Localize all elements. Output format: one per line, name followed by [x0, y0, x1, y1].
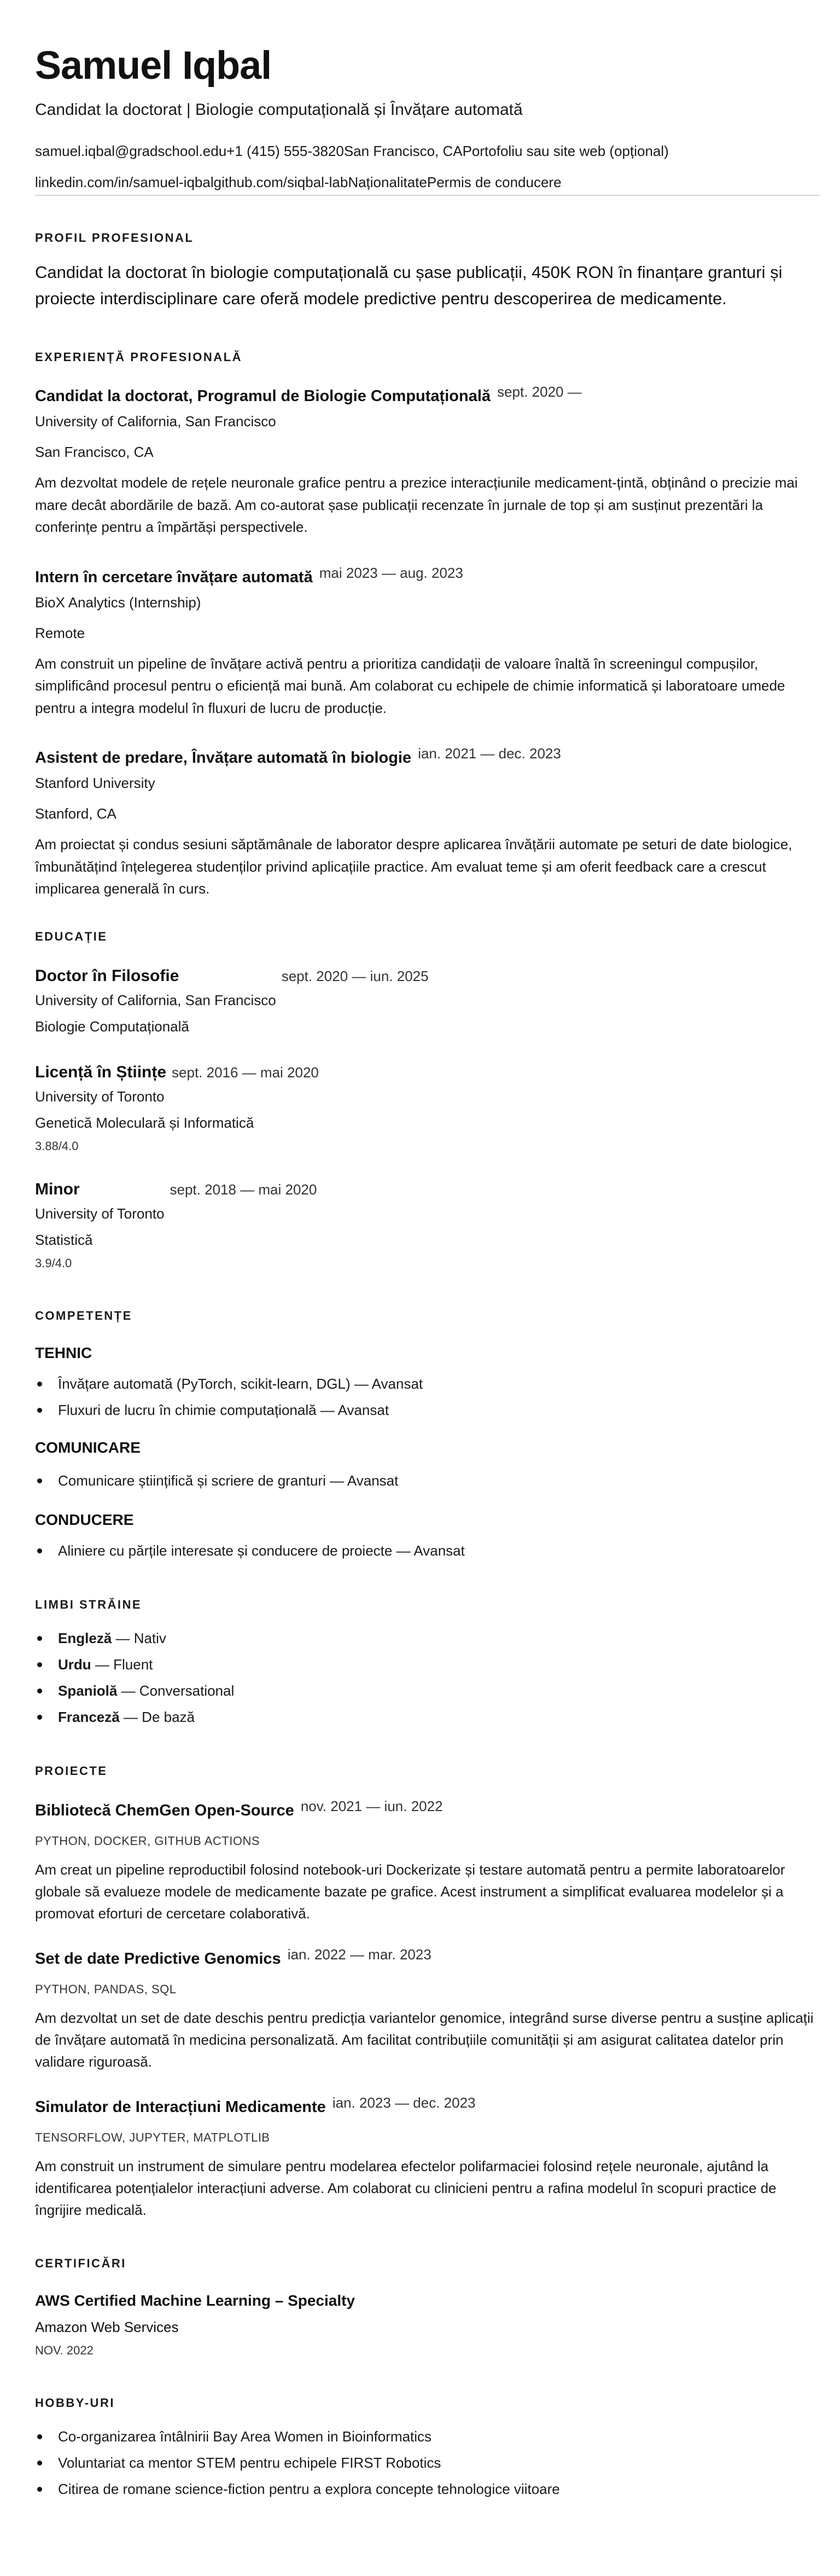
contact-row-2: [35, 171, 820, 193]
project-date: nov. 2021 — iun. 2022: [300, 1797, 443, 1814]
skill-item: Aliniere cu părțile interesate și conducere de proiecte — Avansat: [35, 1538, 820, 1564]
skills-section: [35, 1308, 820, 1564]
certification-issuer: Amazon Web Services: [35, 2318, 179, 2335]
nationality: Naționalitate: [348, 174, 427, 190]
project-technologies: PYTHON, DOCKER, GITHUB ACTIONS: [35, 1834, 260, 1848]
job-location: San Francisco, CA: [35, 444, 154, 460]
skill-group-heading: CONDUCERE: [35, 1511, 134, 1528]
job-entry: [35, 747, 820, 900]
experience-section: [35, 349, 820, 900]
driving-license: Permis de conducere: [427, 174, 562, 190]
section-heading: PROFIL PROFESIONAL: [35, 231, 194, 245]
summary-text: Candidat la doctorat în biologie computațională cu șase publicații, 450K RON în finanțare granturi și proiecte interdisciplinare care oferă modele predictive pentru descoperirea de medicamente.: [35, 263, 783, 308]
skill-group-heading: COMUNICARE: [35, 1438, 141, 1456]
field-of-study: Biologie Computațională: [35, 1018, 189, 1035]
language-item: [35, 1625, 820, 1651]
project-technologies: TENSORFLOW, JUPYTER, MATPLOTLIB: [35, 2130, 270, 2144]
skill-list: [35, 1371, 820, 1423]
project-title: [35, 1797, 820, 1821]
email-link[interactable]: samuel.iqbal@gradschool.edu: [35, 143, 227, 159]
resume-header: [35, 44, 820, 196]
degree-block: [35, 1179, 165, 1225]
job-location: Remote: [35, 624, 85, 641]
job-location: Stanford, CA: [35, 805, 116, 822]
education-entry: [35, 1061, 820, 1154]
section-heading: HOBBY-URI: [35, 2395, 115, 2410]
project-title: [35, 2096, 820, 2118]
job-date: sept. 2020 —: [497, 384, 582, 400]
project-description: Am dezvoltat un set de date deschis pentru predicția variantelor genomice, integrând surse diverse pentru a susține aplicații de învățare automată în medicina personalizată. Am facilitat contribuțiile comunității și am asigurat calitatea datelor prin validare riguroasă.: [35, 2009, 814, 2070]
job-description: Am dezvoltat modele de rețele neuronale grafice pentru a prezice interacțiunile medicament-țintă, obținând o precizie mai mare decât abordările de bază. Am co-autorat șase publicații recenzate în jurnale de top și am susținut prezentări la conferințe pentru a împărtăși perspectivele.: [35, 474, 798, 535]
summary-section: [35, 230, 820, 312]
project-entry: [35, 2096, 820, 2221]
contact-row-1: [35, 140, 820, 162]
language-item: [35, 1704, 820, 1730]
project-description: Am construit un instrument de simulare pentru modelarea efectelor polifarmaciei folosind rețele neuronale, ajutând la identificarea potențialelor interacțiuni adverse. Am colaborat cu clinicieni pentru a rafina modelul în scopuri practice de îngrijire medicală.: [35, 2157, 777, 2218]
portfolio-link[interactable]: Portofoliu sau site web (opțional): [462, 143, 669, 159]
language-level: — Nativ: [112, 1629, 166, 1646]
job-title-text: Intern în cercetare învățare automată: [35, 568, 313, 586]
institution: University of California, San Francisco: [35, 991, 276, 1008]
language-name: Engleză: [58, 1629, 112, 1646]
skill-group-heading: TEHNIC: [35, 1344, 92, 1361]
project-date: ian. 2022 — mar. 2023: [287, 1946, 431, 1963]
education-date: sept. 2016 — mai 2020: [172, 1064, 319, 1081]
project-description: Am creat un pipeline reproductibil folosind notebook-uri Dockerizate și testare automată pentru a permite laboratoarelor globale să evalueze modele de medicamente bazate pe grafice. Acest instrument a simplificat evaluarea modelelor și a promovat eforturi de cercetare colaborativă.: [35, 1861, 785, 1922]
project-entry: [35, 1948, 820, 2073]
section-heading: COMPETENȚE: [35, 1308, 132, 1322]
institution: University of Toronto: [35, 1088, 165, 1105]
gpa: 3.88/4.0: [35, 1139, 79, 1153]
language-item: [35, 1678, 820, 1704]
job-organization: University of California, San Francisco: [35, 413, 276, 430]
field-of-study: Genetică Moleculară și Informatică: [35, 1114, 254, 1131]
degree-title: Minor: [35, 1180, 80, 1198]
degree-title: Licență în Științe: [35, 1063, 167, 1081]
skill-item: Fluxuri de lucru în chimie computațională — Avansat: [35, 1397, 820, 1423]
language-level: — De bază: [119, 1708, 195, 1725]
phone: +1 (415) 555-3820: [226, 143, 344, 159]
education-entry: [35, 1179, 820, 1272]
job-date: ian. 2021 — dec. 2023: [418, 745, 561, 762]
section-heading: EXPERIENȚĂ PROFESIONALĂ: [35, 350, 242, 364]
job-entry: [35, 566, 820, 720]
hobby-item: Citirea de romane science-fiction pentru a explora concepte tehnologice viitoare: [35, 2476, 820, 2502]
degree-block: [35, 1061, 166, 1107]
job-date: mai 2023 — aug. 2023: [319, 564, 463, 581]
hobbies-section: [35, 2395, 820, 2502]
job-organization: BioX Analytics (Internship): [35, 594, 201, 611]
projects-section: [35, 1763, 820, 2221]
language-item: [35, 1651, 820, 1678]
candidate-name: Samuel Iqbal: [35, 44, 272, 88]
project-title-text: Simulator de Interacțiuni Medicamente: [35, 2098, 326, 2116]
education-date: sept. 2020 — iun. 2025: [281, 967, 429, 984]
section-heading: PROIECTE: [35, 1763, 108, 1778]
certification-name: AWS Certified Machine Learning – Specialty: [35, 2291, 355, 2309]
header-divider: [35, 195, 820, 196]
language-level: — Fluent: [91, 1656, 153, 1673]
certifications-section: [35, 2255, 820, 2359]
section-heading: EDUCAȚIE: [35, 929, 108, 943]
project-title-text: Bibliotecă ChemGen Open-Source: [35, 1801, 294, 1819]
skill-list: [35, 1538, 820, 1564]
job-title: [35, 385, 820, 407]
job-title: [35, 747, 820, 769]
language-name: Spaniolă: [58, 1682, 118, 1699]
skill-item: Comunicare științifică și scriere de granturi — Avansat: [35, 1467, 820, 1494]
candidate-subtitle: Candidat la doctorat | Biologie computațională și Învățare automată: [35, 101, 523, 119]
skill-list: [35, 1467, 820, 1494]
job-entry: [35, 385, 820, 538]
gpa: 3.9/4.0: [35, 1256, 72, 1270]
degree-title: Doctor în Filosofie: [35, 966, 179, 985]
job-title-text: Asistent de predare, Învățare automată în biologie: [35, 749, 412, 767]
hobby-item: Co-organizarea întâlnirii Bay Area Women in Bioinformatics: [35, 2423, 820, 2450]
field-of-study: Statistică: [35, 1231, 93, 1248]
project-title-text: Set de date Predictive Genomics: [35, 1950, 281, 1968]
language-name: Urdu: [58, 1656, 91, 1673]
job-description: Am construit un pipeline de învățare activă pentru a prioritiza candidații de valoare înaltă în screeningul compușilor, simplificând procesul pentru o eficiență mai bună. Am colaborat cu echipele de chimie informatică și laboratoare umede pentru a integra modelul în fluxuri de lucru de producție.: [35, 655, 785, 716]
languages-section: [35, 1597, 820, 1730]
hobby-item: Voluntariat ca mentor STEM pentru echipele FIRST Robotics: [35, 2450, 820, 2476]
job-title-text: Candidat la doctorat, Programul de Biologie Computațională: [35, 387, 491, 405]
github-link[interactable]: github.com/siqbal-lab: [213, 174, 348, 190]
education-date: sept. 2018 — mai 2020: [170, 1181, 317, 1198]
institution: University of Toronto: [35, 1205, 165, 1222]
section-heading: LIMBI STRĂINE: [35, 1597, 142, 1611]
project-date: ian. 2023 — dec. 2023: [332, 2094, 476, 2111]
project-entry: [35, 1797, 820, 1924]
section-heading: CERTIFICĂRI: [35, 2256, 126, 2270]
job-description: Am proiectat și condus sesiuni săptămânale de laborator despre aplicarea învățării automate pe seturi de date biologice, îmbunătățind înțelegerea studenților privind aplicațiile practice. Am evaluat teme și am oferit feedback care a crescut implicarea generală în curs.: [35, 836, 792, 897]
language-name: Franceză: [58, 1708, 120, 1725]
job-title: [35, 566, 820, 588]
language-level: — Conversational: [117, 1682, 235, 1699]
skill-item: Învățare automată (PyTorch, scikit-learn, DGL) — Avansat: [35, 1371, 820, 1397]
education-section: [35, 929, 820, 1272]
education-entry: [35, 965, 820, 1037]
degree-block: [35, 965, 276, 1011]
location: San Francisco, CA: [343, 143, 463, 159]
project-technologies: PYTHON, PANDAS, SQL: [35, 1982, 177, 1996]
certification-date: NOV. 2022: [35, 2343, 94, 2357]
project-title: [35, 1948, 820, 1970]
job-organization: Stanford University: [35, 775, 155, 791]
linkedin-link[interactable]: linkedin.com/in/samuel-iqbal: [35, 174, 214, 190]
